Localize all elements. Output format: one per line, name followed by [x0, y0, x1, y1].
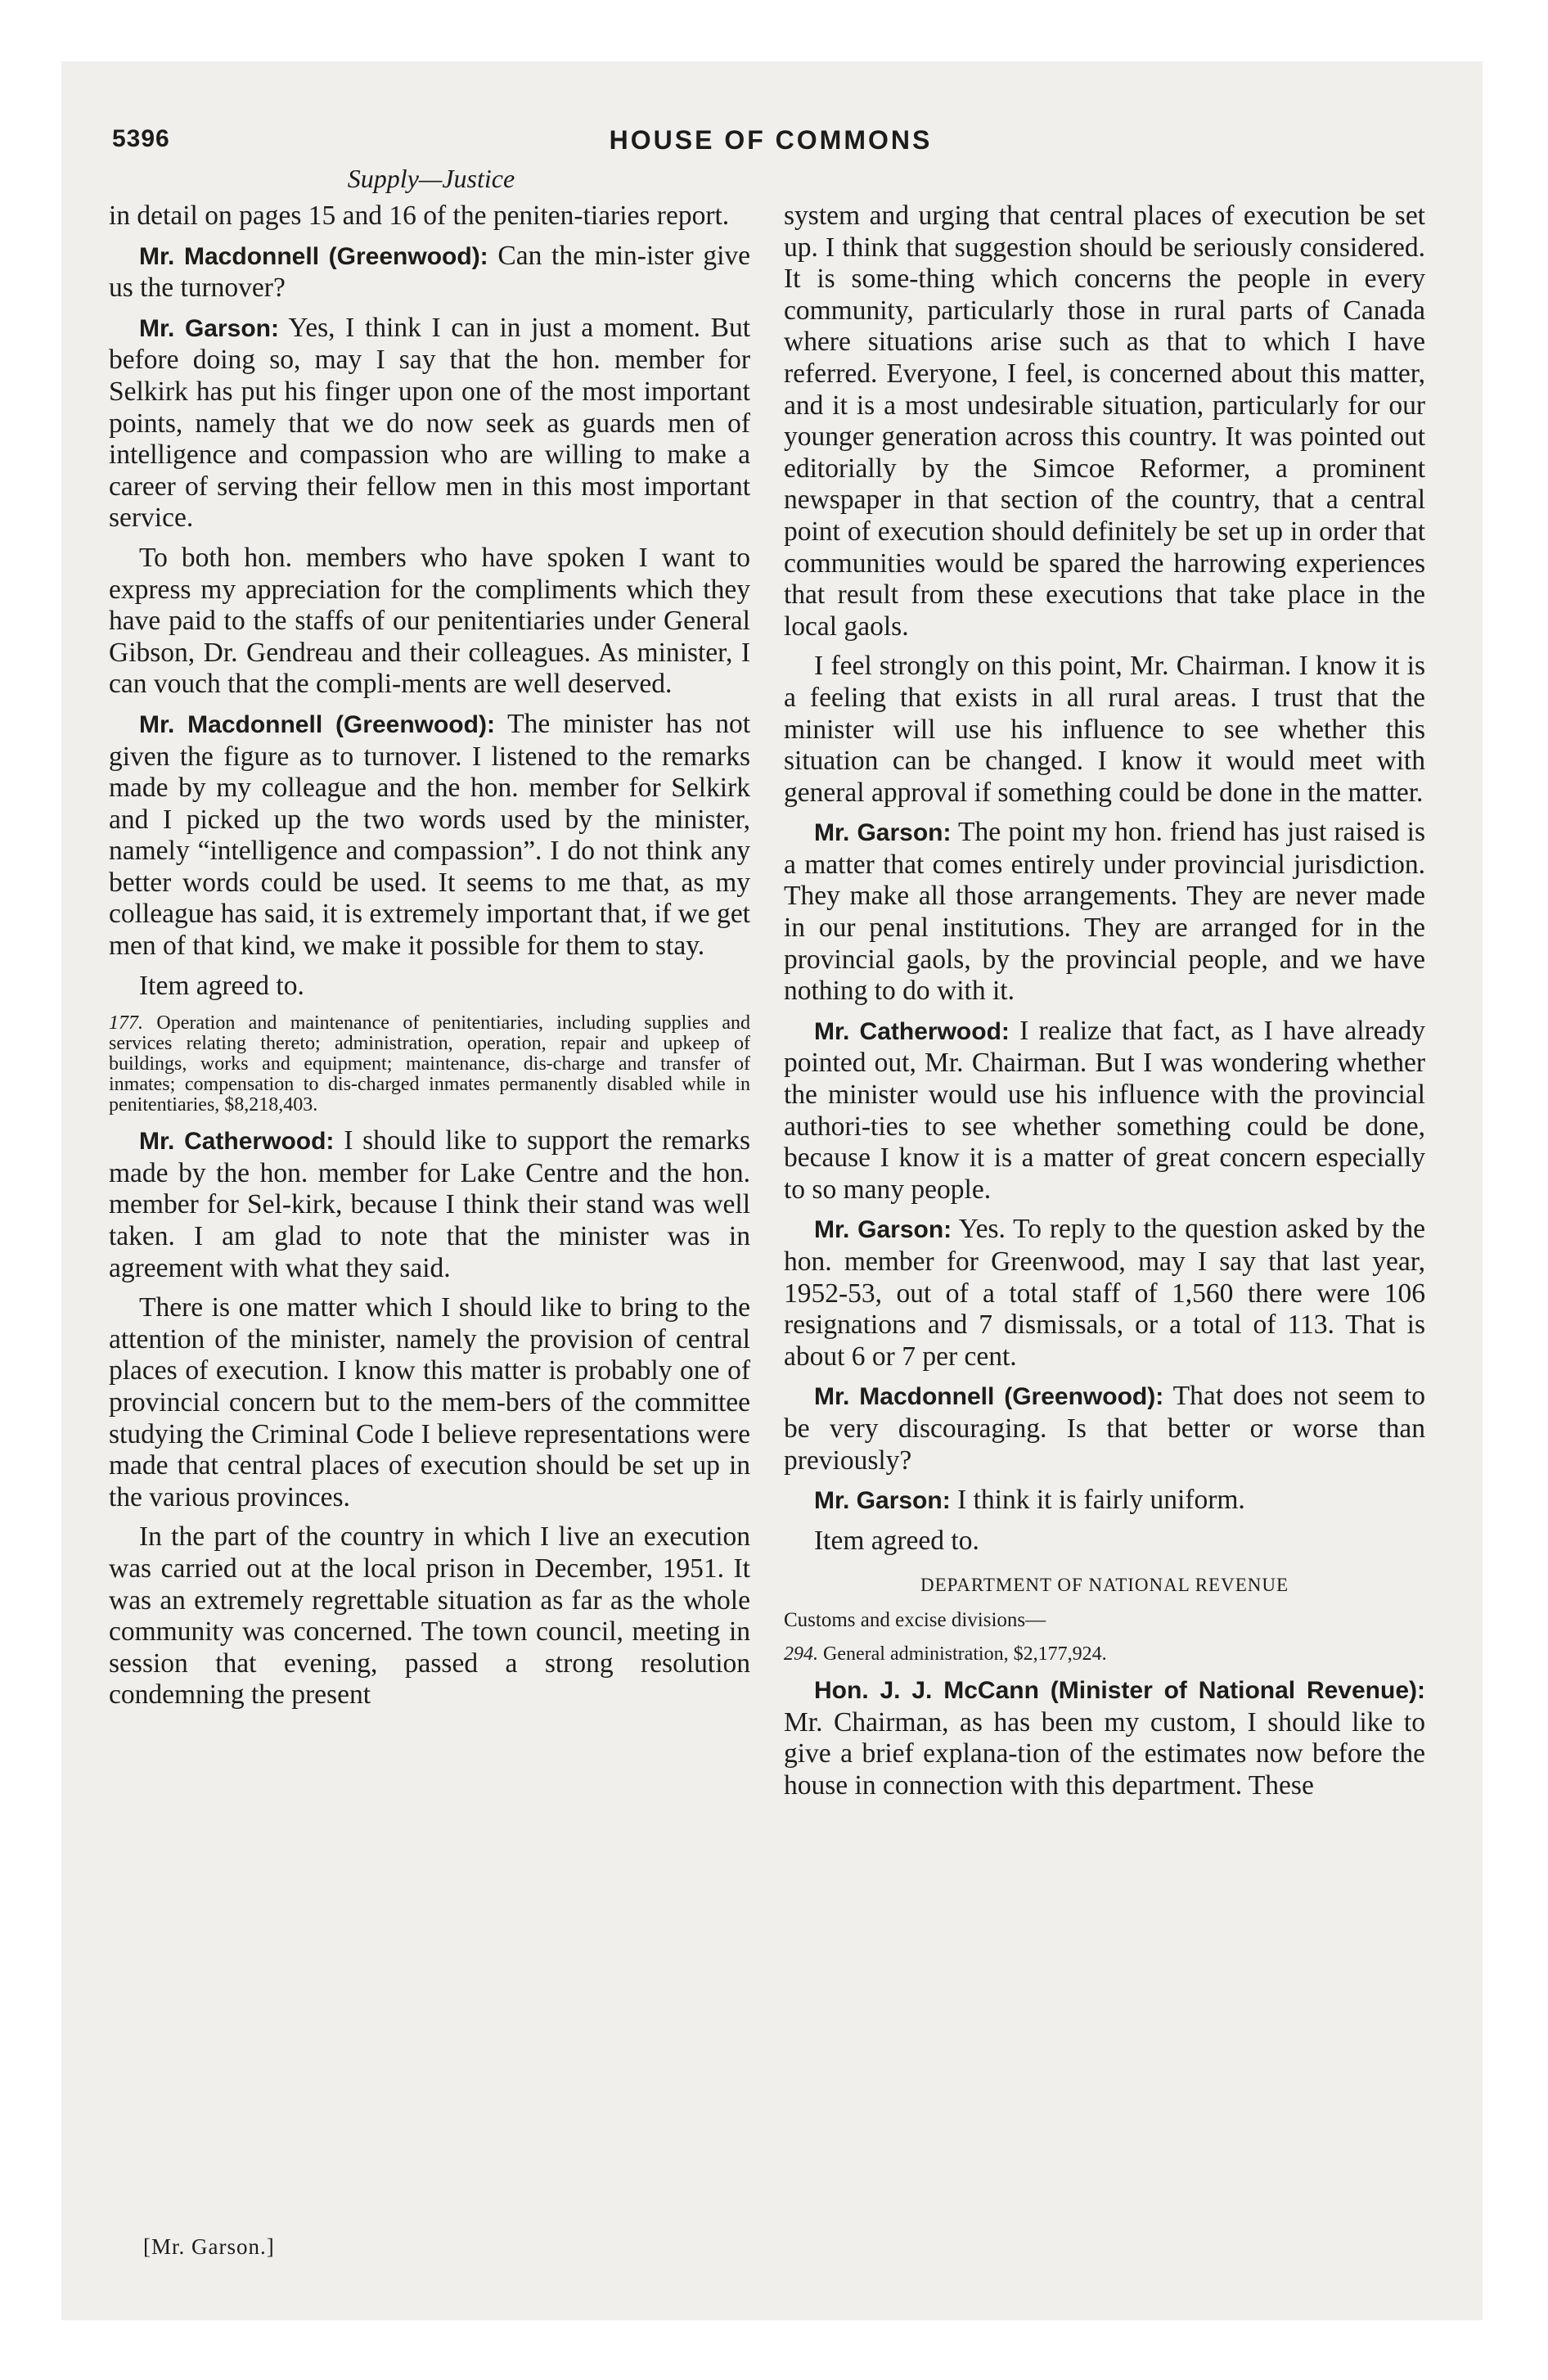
item-text: Operation and maintenance of penitentiaries, including supplies and services relating thereto; administration, operation, repair and upkeep of buildings, works and equipment; maintenance, dis-charge and transfer of inmates; compensation to dis-charged inmates permanently disabled while in penitentiaries, $8,218,403. — [109, 1012, 750, 1116]
speaker-name: Mr. Macdonnell (Greenwood): — [139, 242, 488, 270]
speech-text: I should like to support the remarks made by the hon. member for Lake Centre and the hon. member for Sel-kirk, because I think their stand was well taken. I am glad to note that the minister was in agreement with what they said. — [109, 1125, 750, 1283]
speaker-name: Hon. J. J. McCann (Minister of National Revenue): — [814, 1676, 1425, 1704]
speech-paragraph — [784, 1381, 1425, 1476]
speech-text: I think it is fairly uniform. — [950, 1485, 1245, 1516]
page-title: HOUSE OF COMMONS — [609, 125, 933, 155]
speech-text: That does not seem to be very discouraging. Is that better or worse than previously? — [784, 1381, 1426, 1476]
page — [61, 61, 1483, 2320]
speaker-name: Mr. Garson: — [139, 314, 279, 342]
speaker-name: Mr. Garson: — [814, 819, 952, 847]
speech-paragraph — [109, 313, 750, 534]
speaker-name: Mr. Garson: — [814, 1216, 952, 1244]
speech-text: Yes, I think I can in just a moment. But before doing so, may I say that the hon. member for Selkirk has put his finger upon one of the most important points, namely that we do now seek as guards men of intelligence and compassion who are willing to make a career of serving their fellow men in this most important service. — [109, 312, 750, 534]
division-label: Customs and excise divisions— — [784, 1608, 1046, 1631]
speech-paragraph — [784, 1214, 1425, 1373]
item-number: 177. — [109, 1012, 143, 1034]
speech-paragraph — [109, 241, 750, 304]
speaker-name: Mr. Garson: — [814, 1487, 951, 1515]
speaker-name: Mr. Macdonnell (Greenwood): — [814, 1383, 1164, 1411]
speech-paragraph — [784, 1485, 1425, 1517]
speaker-name: Mr. Macdonnell (Greenwood): — [139, 710, 495, 738]
left-column — [109, 201, 750, 1720]
text-paragraph: I feel strongly on this point, Mr. Chairman. I know it is a feeling that exists in all rural areas. I trust that the minister will use his influence to see whether this situation can be changed. I know it would meet with general approval if something could be done in the matter. — [784, 651, 1425, 808]
text-paragraph: To both hon. members who have spoken I want to express my appreciation for the compliments which they have paid to the staffs of our penitentiaries under General Gibson, Dr. Gendreau and their colleagues. As minister, I can vouch that the compli-ments are well deserved. — [109, 542, 750, 700]
page-number: 5396 — [112, 125, 170, 152]
speech-paragraph — [784, 1016, 1425, 1206]
speech-paragraph — [109, 1125, 750, 1284]
right-column — [784, 201, 1425, 1810]
speech-text: The minister has not given the figure as to turnover. I listened to the remarks made by my colleague and the hon. member for Selkirk and I picked up the two words used by the minister, namely “intelligence and compassion”. I do not think any better words could be used. It seems to me that, as my colleague has said, it is extremely important that, if we get men of that kind, we make it possible for them to stay. — [109, 708, 751, 962]
speech-paragraph — [784, 1675, 1425, 1801]
text-paragraph: Item agreed to. — [814, 1525, 979, 1556]
speech-paragraph — [109, 709, 750, 962]
text-paragraph: Item agreed to. — [139, 970, 304, 1001]
page-footer: [Mr. Garson.] — [143, 2234, 275, 2259]
speech-text: Can the min-ister give us the turnover? — [109, 240, 750, 304]
speech-text: Yes. To reply to the question asked by the hon. member for Greenwood, may I say that last year, 1952-53, out of a total staff of 1,560 there were 106 resignations and 7 dismissals, or a total of 113. That is about 6 or 7 per cent. — [784, 1214, 1426, 1372]
speech-text: Mr. Chairman, as has been my custom, I should like to give a brief explana-tion of the estimates now before the house in connection with this department. These — [784, 1706, 1425, 1801]
estimate-item — [784, 1644, 1425, 1665]
estimate-item — [109, 1013, 750, 1116]
item-text: General administration, $2,177,924. — [818, 1643, 1107, 1665]
speaker-name: Mr. Catherwood: — [139, 1128, 335, 1156]
speech-text: I realize that fact, as I have already pointed out, Mr. Chairman. But I was wondering whether the minister would use his influence with the provincial authori-ties to see whether something could be done, because I know it is a matter of great concern especially to so many people. — [784, 1015, 1425, 1205]
section-subheader: Supply—Justice — [347, 164, 515, 193]
text-paragraph: There is one matter which I should like to bring to the attention of the minister, namely the provision of central places of execution. I know this matter is probably one of provincial concern but to the mem-bers of the committee studying the Criminal Code I believe representations were made that central places of execution should be set up in the various provinces. — [109, 1292, 750, 1512]
speech-paragraph — [784, 817, 1425, 1007]
department-heading: DEPARTMENT OF NATIONAL REVENUE — [920, 1575, 1289, 1596]
text-paragraph: in detail on pages 15 and 16 of the peniten-tiaries report. — [109, 201, 730, 231]
text-paragraph: In the part of the country in which I live an execution was carried out at the local prison in December, 1951. It was an extremely regrettable situation as far as the whole community was concerned. The town council, meeting in session that evening, passed a strong resolution condemning the present — [109, 1521, 750, 1711]
item-number: 294. — [784, 1643, 818, 1665]
speech-text: The point my hon. friend has just raised is a matter that comes entirely under provincial jurisdiction. They make all those arrangements. They are never made in our penal institutions. They are arranged for in the provincial gaols, by the provincial people, and we have nothing to do with it. — [784, 817, 1425, 1007]
page-header — [112, 125, 1429, 166]
text-paragraph: system and urging that central places of execution be set up. I think that suggestion should be seriously considered. It is some-thing which concerns the people in every community, particularly those in rural parts of Canada where situations arise such as that to which I have referred. Everyone, I feel, is concerned about this matter, and it is a most undesirable situation, particularly for our younger generation across this country. It was pointed out editorially by the Simcoe Reformer, a prominent newspaper in that section of the country, that a central point of execution should definitely be set up in order that communities would be spared the harrowing experiences that result from these executions that take place in the local gaols. — [784, 201, 1425, 642]
speaker-name: Mr. Catherwood: — [814, 1017, 1010, 1045]
